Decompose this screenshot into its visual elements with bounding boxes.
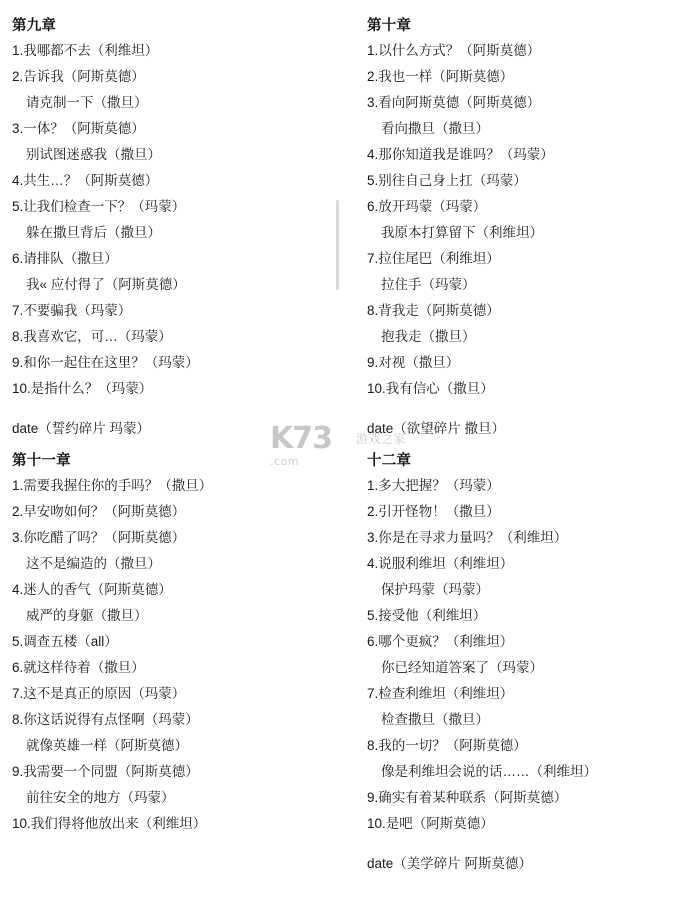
list-item: 10.是指什么？（玛蒙）	[12, 381, 153, 396]
chapter-title-11: 第十一章	[12, 453, 71, 469]
list-item: 你已经知道答案了（玛蒙）	[381, 660, 543, 675]
list-item: 保护玛蒙（玛蒙）	[381, 582, 489, 597]
list-item: 9.确实有着某种联系（阿斯莫德）	[367, 790, 568, 805]
list-item: 8.你这话说得有点怪啊（玛蒙）	[12, 712, 199, 727]
list-item: 前往安全的地方（玛蒙）	[26, 790, 175, 805]
list-item: 7.这不是真正的原因（玛蒙）	[12, 686, 186, 701]
list-item: 4.共生…？（阿斯莫德）	[12, 173, 159, 188]
list-item: 10.我有信心（撒旦）	[367, 381, 494, 396]
watermark-sub: .com	[270, 455, 299, 468]
list-item: 躲在撒旦背后（撒旦）	[26, 225, 161, 240]
list-item: 9.我需要一个同盟（阿斯莫德）	[12, 764, 199, 779]
list-item: 5.调查五楼（all）	[12, 634, 118, 649]
list-item: 拉住手（玛蒙）	[381, 277, 476, 292]
list-item: 4.那你知道我是谁吗？（玛蒙）	[367, 147, 554, 162]
list-item: 7.不要骗我（玛蒙）	[12, 303, 132, 318]
list-item: 请克制一下（撒旦）	[26, 95, 148, 110]
date-reward-9: date（誓约碎片 玛蒙）	[12, 420, 151, 436]
chapter-title-12: 十二章	[367, 453, 412, 469]
list-item: 2.我也一样（阿斯莫德）	[367, 69, 514, 84]
list-item: 2.早安吻如何？（阿斯莫德）	[12, 504, 186, 519]
list-item: 1.多大把握？（玛蒙）	[367, 478, 500, 493]
right-column	[345, 0, 690, 920]
watermark-side: 游戏之家	[356, 432, 407, 446]
list-item: 6.请排队（撒旦）	[12, 251, 118, 266]
list-item: 我原本打算留下（利维坦）	[381, 225, 543, 240]
list-item: 3.你是在寻求力量吗？（利维坦）	[367, 530, 568, 545]
list-item: 5.别往自己身上扛（玛蒙）	[367, 173, 527, 188]
date-reward-10: date（欲望碎片 撒旦）	[367, 420, 506, 436]
list-item: 抱我走（撒旦）	[381, 329, 476, 344]
list-item: 2.告诉我（阿斯莫德）	[12, 69, 145, 84]
list-item: 威严的身躯（撒旦）	[26, 608, 148, 623]
list-item: 4.说服利维坦（利维坦）	[367, 556, 514, 571]
list-item: 1.我哪都不去（利维坦）	[12, 43, 159, 58]
list-item: 7.检查利维坦（利维坦）	[367, 686, 514, 701]
date-reward-12: date（美学碎片 阿斯莫德）	[367, 855, 533, 871]
list-item: 检查撒旦（撒旦）	[381, 712, 489, 727]
chapter-title-9: 第九章	[12, 18, 57, 34]
list-item: 8.我喜欢它，可…（玛蒙）	[12, 329, 172, 344]
list-item: 就像英雄一样（阿斯莫德）	[26, 738, 188, 753]
list-item: 3.一体？（阿斯莫德）	[12, 121, 145, 136]
list-item: 6.哪个更疯？（利维坦）	[367, 634, 514, 649]
list-item: 2.引开怪物！（撒旦）	[367, 504, 500, 519]
list-item: 8.背我走（阿斯莫德）	[367, 303, 500, 318]
list-item: 看向撒旦（撒旦）	[381, 121, 489, 136]
list-item: 像是利维坦会说的话……（利维坦）	[381, 764, 597, 779]
list-item: 5.让我们检查一下？（玛蒙）	[12, 199, 186, 214]
scroll-indicator[interactable]	[336, 200, 339, 290]
list-item: 9.和你一起住在这里？（玛蒙）	[12, 355, 199, 370]
list-item: 这不是编造的（撒旦）	[26, 556, 161, 571]
list-item: 8.我的一切？（阿斯莫德）	[367, 738, 527, 753]
chapter-title-10: 第十章	[367, 18, 412, 34]
list-item: 4.迷人的香气（阿斯莫德）	[12, 582, 172, 597]
list-item: 1.以什么方式？（阿斯莫德）	[367, 43, 541, 58]
list-item: 6.放开玛蒙（玛蒙）	[367, 199, 487, 214]
list-item: 1.需要我握住你的手吗？（撒旦）	[12, 478, 213, 493]
list-item: 10.我们得将他放出来（利维坦）	[12, 816, 207, 831]
list-item: 10.是吧（阿斯莫德）	[367, 816, 494, 831]
list-item: 3.你吃醋了吗？（阿斯莫德）	[12, 530, 186, 545]
list-item: 7.拉住尾巴（利维坦）	[367, 251, 500, 266]
list-item: 我« 应付得了（阿斯莫德）	[26, 277, 186, 292]
list-item: 9.对视（撒旦）	[367, 355, 460, 370]
list-item: 别试图迷惑我（撒旦）	[26, 147, 161, 162]
watermark-main: K73	[270, 421, 332, 456]
list-item: 5.接受他（利维坦）	[367, 608, 487, 623]
list-item: 3.看向阿斯莫德（阿斯莫德）	[367, 95, 541, 110]
list-item: 6.就这样待着（撒旦）	[12, 660, 145, 675]
